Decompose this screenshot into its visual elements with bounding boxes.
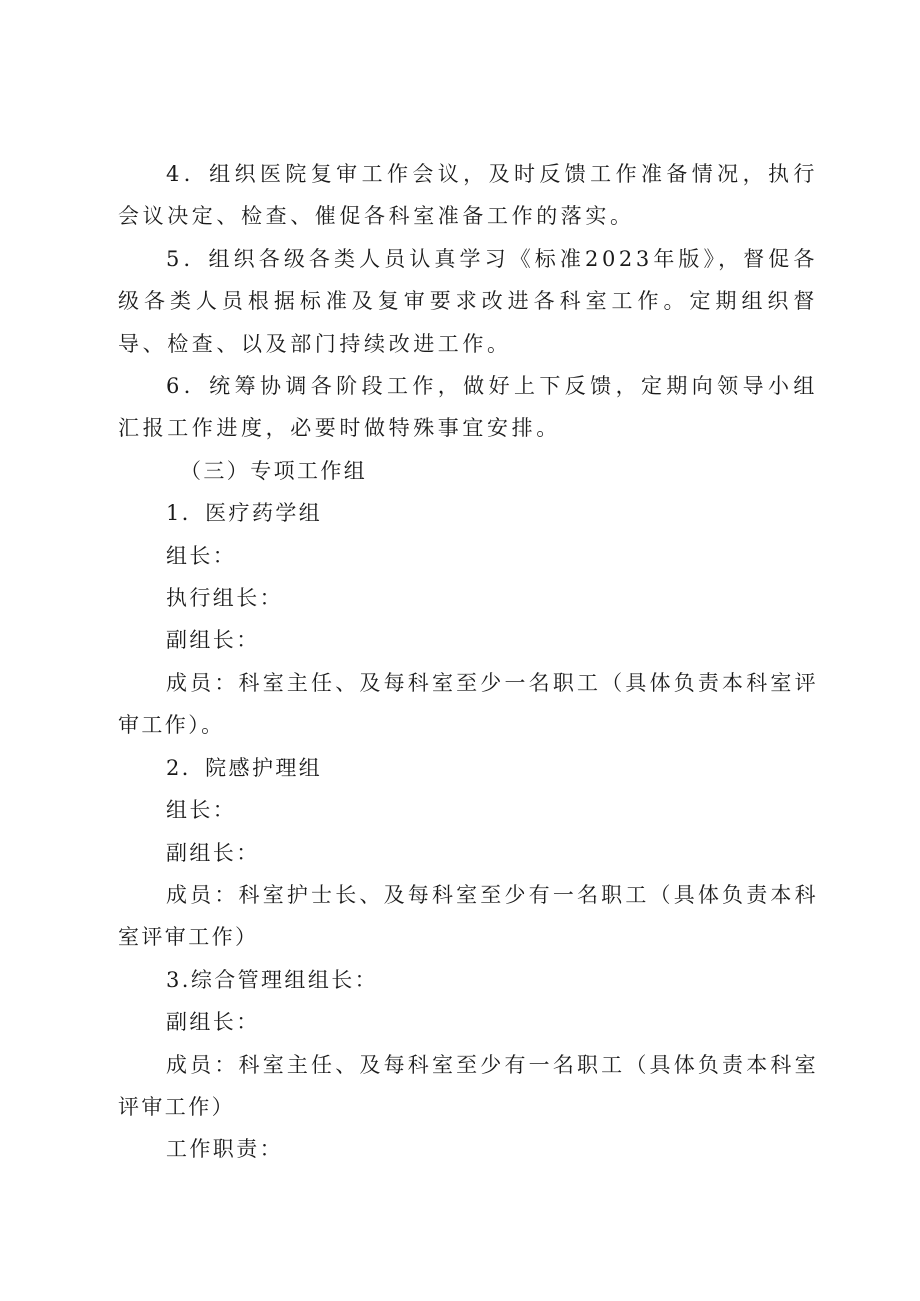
section-heading-special-groups: （三）专项工作组 (180, 458, 368, 483)
group-title-infection-nursing: 2．院感护理组 (166, 755, 323, 780)
paragraph-item-6: 6．统筹协调各阶段工作，做好上下反馈，定期向领导小组汇报工作进度，必要时做特殊事宜安排。 (118, 374, 818, 441)
group-title-medical-pharmacy: 1．医疗药学组 (166, 501, 323, 526)
group2-leader-line: 组长： (166, 798, 237, 823)
group3-deputy-leader-line: 副组长： (166, 1010, 260, 1035)
group1-executive-leader-line: 执行组长： (166, 586, 283, 611)
paragraph-item-5: 5．组织各级各类人员认真学习《标准2023年版》，督促各级各类人员根据标准及复审要求改进各科室工作。定期组织督导、检查、以及部门持续改进工作。 (118, 246, 818, 356)
paragraph-item-4: 4．组织医院复审工作会议，及时反馈工作准备情况，执行会议决定、检查、催促各科室准备工作的落实。 (118, 162, 818, 229)
group2-members-line: 成员：科室护士长、及每科室至少有一名职工（具体负责本科室评审工作） (118, 882, 818, 950)
group1-deputy-leader-line: 副组长： (166, 628, 260, 653)
group-title-general-management: 3.综合管理组组长： (166, 967, 379, 992)
group1-leader-line: 组长： (166, 543, 237, 568)
work-duties-heading: 工作职责： (166, 1137, 283, 1162)
group1-members-line: 成员：科室主任、及每科室至少一名职工（具体负责本科室评审工作）。 (118, 670, 818, 738)
group3-members-line: 成员：科室主任、及每科室至少有一名职工（具体负责本科室评审工作） (118, 1052, 818, 1119)
group2-deputy-leader-line: 副组长： (166, 840, 260, 865)
document-body (118, 153, 818, 1171)
